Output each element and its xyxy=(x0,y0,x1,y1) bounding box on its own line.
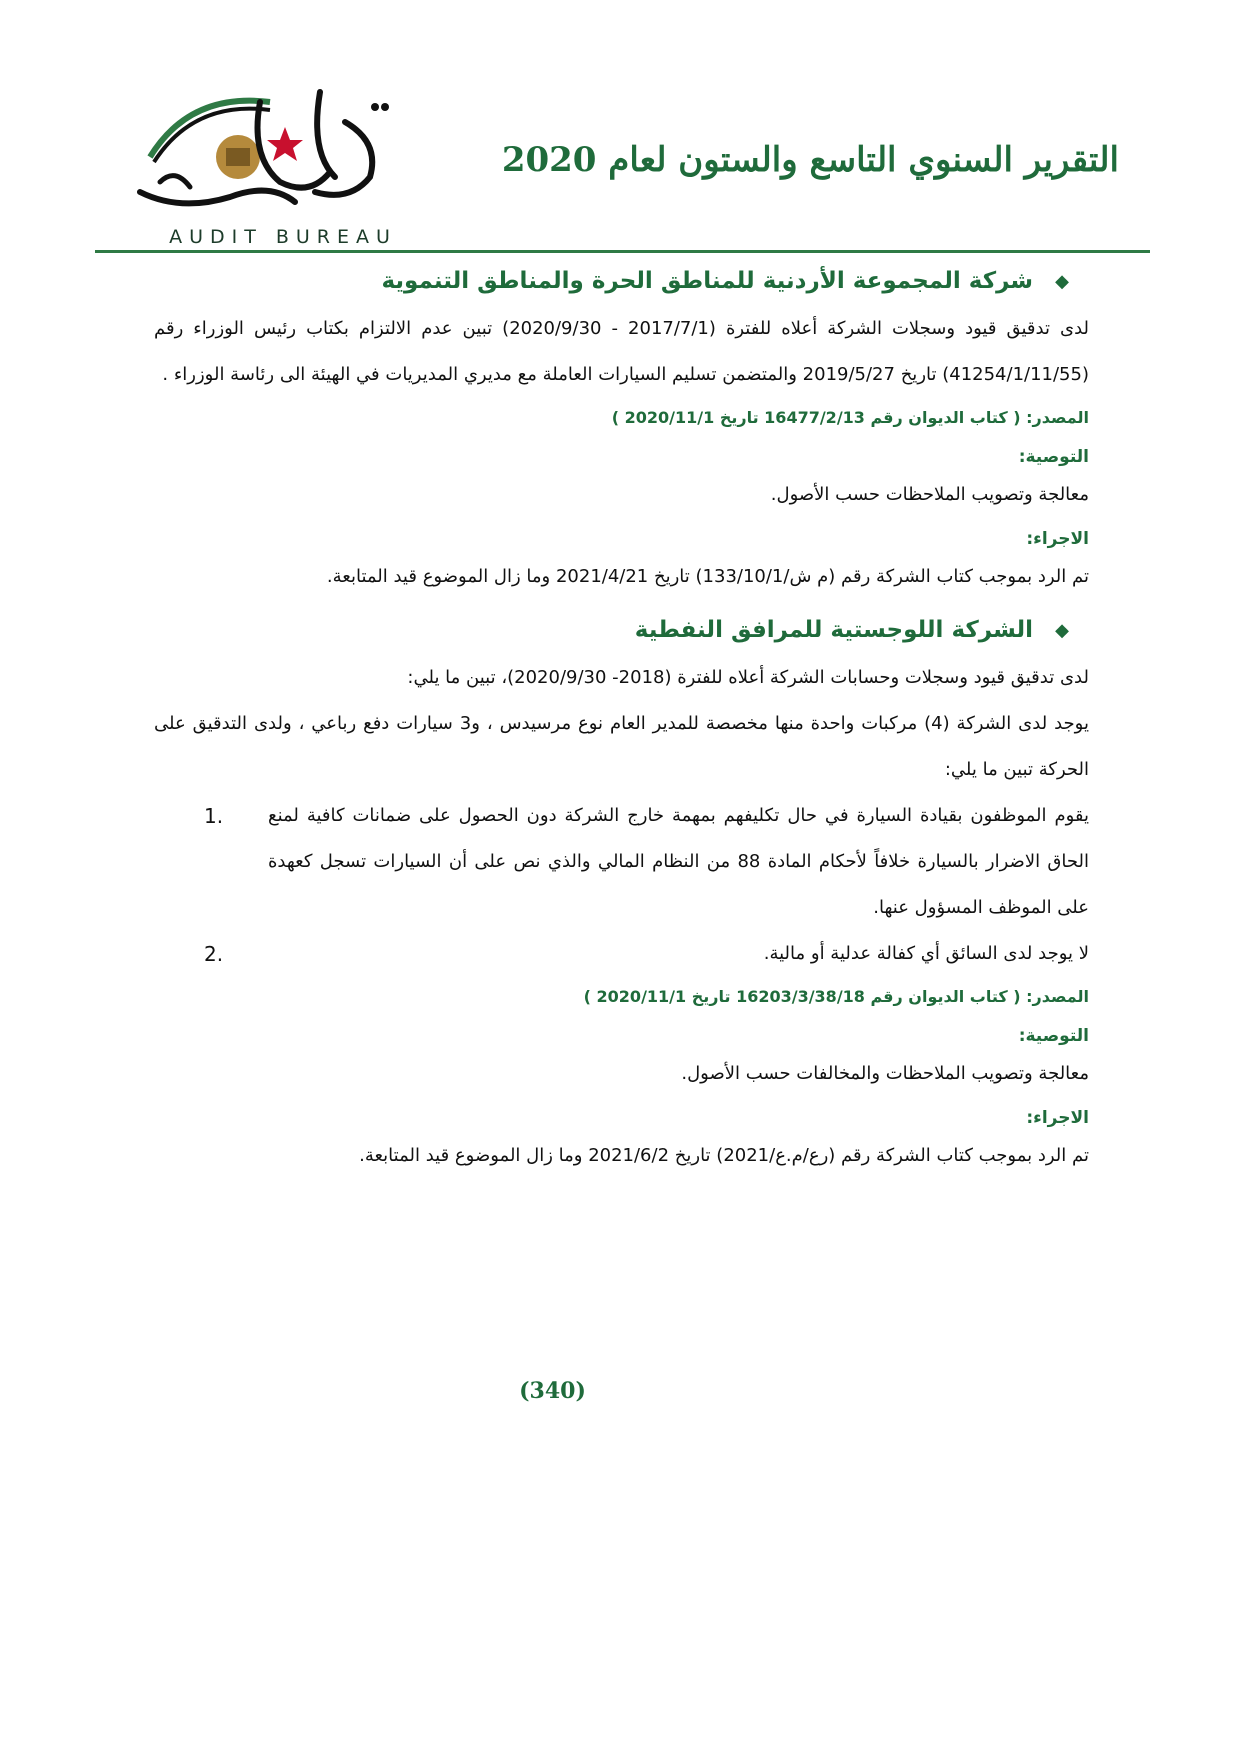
section-heading xyxy=(154,617,1089,643)
diamond-bullet-icon: ◆ xyxy=(1055,619,1069,641)
action-text: تم الرد بموجب كتاب الشركة رقم (م ش/133/10/1) تاريخ 2021/4/21 وما زال الموضوع قيد المتابعة. xyxy=(326,566,1089,587)
findings-list xyxy=(154,793,1089,977)
list-item xyxy=(194,793,1089,931)
list-item-number: .1 xyxy=(204,804,224,828)
recommendation-label: التوصية: xyxy=(1018,1026,1089,1046)
section-title: شركة المجموعة الأردنية للمناطق الحرة والمناطق التنموية xyxy=(381,268,1033,294)
action-label: الاجراء: xyxy=(1026,529,1089,549)
list-item-number: .2 xyxy=(204,942,224,966)
logo-latin-text: AUDIT BUREAU xyxy=(169,226,397,248)
diamond-bullet-icon: ◆ xyxy=(1055,270,1069,292)
header-divider xyxy=(95,250,1150,253)
section-jordan-free-zones xyxy=(154,268,1089,597)
section-logistics-oil xyxy=(154,617,1089,1176)
finding-paragraph: يوجد لدى الشركة (4) مركبات واحدة منها مخصصة للمدير العام نوع مرسيدس ، و3 سيارات دفع رباعي ، ولدى التدقيق على الحركة تبين ما يلي: xyxy=(154,713,1089,780)
audit-bureau-logo xyxy=(120,62,420,252)
finding-paragraph: لدى تدقيق قيود وسجلات الشركة أعلاه للفترة (2017/7/1 - 2020/9/30) تبين عدم الالتزام بكتاب رئيس الوزراء رقم (41254/1/11/55) تاريخ 2019/5/27 والمتضمن تسليم السيارات العاملة مع مديري المديريات في الهيئة الى رئاسة الوزراء . xyxy=(154,318,1090,385)
list-item-text: يقوم الموظفون بقيادة السيارة في حال تكليفهم بمهمة خارج الشركة دون الحصول على ضمانات كافية لمنع الحاق الاضرار بالسيارة خلافاً لأحكام المادة 88 من النظام المالي والذي نص على أن السيارات تسجل كعهدة على الموظف المسؤول عنها. xyxy=(268,805,1089,918)
report-title: التقرير السنوي التاسع والستون لعام 2020 xyxy=(501,140,1119,180)
section-title: الشركة اللوجستية للمرافق النفطية xyxy=(634,617,1033,643)
source-reference: المصدر: ( كتاب الديوان رقم 16203/3/38/18 تاريخ 2020/11/1 ) xyxy=(583,987,1089,1006)
list-item-text: لا يوجد لدى السائق أي كفالة عدلية أو مالية. xyxy=(763,943,1089,964)
list-item xyxy=(194,931,1089,977)
intro-paragraph: لدى تدقيق قيود وسجلات وحسابات الشركة أعلاه للفترة (2018- 2020/9/30)، تبين ما يلي: xyxy=(407,667,1089,688)
action-text: تم الرد بموجب كتاب الشركة رقم (رع/م.ع/2021) تاريخ 2021/6/2 وما زال الموضوع قيد المتابعة. xyxy=(359,1145,1089,1166)
action-label: الاجراء: xyxy=(1026,1108,1089,1128)
logo-emblem-icon xyxy=(120,62,420,222)
page-content xyxy=(154,268,1089,1190)
recommendation-text: معالجة وتصويب الملاحظات والمخالفات حسب الأصول. xyxy=(681,1063,1089,1084)
recommendation-text: معالجة وتصويب الملاحظات حسب الأصول. xyxy=(770,484,1089,505)
recommendation-label: التوصية: xyxy=(1018,447,1089,467)
source-reference: المصدر: ( كتاب الديوان رقم 16477/2/13 تاريخ 2020/11/1 ) xyxy=(611,408,1089,427)
section-heading xyxy=(154,268,1089,294)
page-number: (340) xyxy=(519,1378,586,1404)
